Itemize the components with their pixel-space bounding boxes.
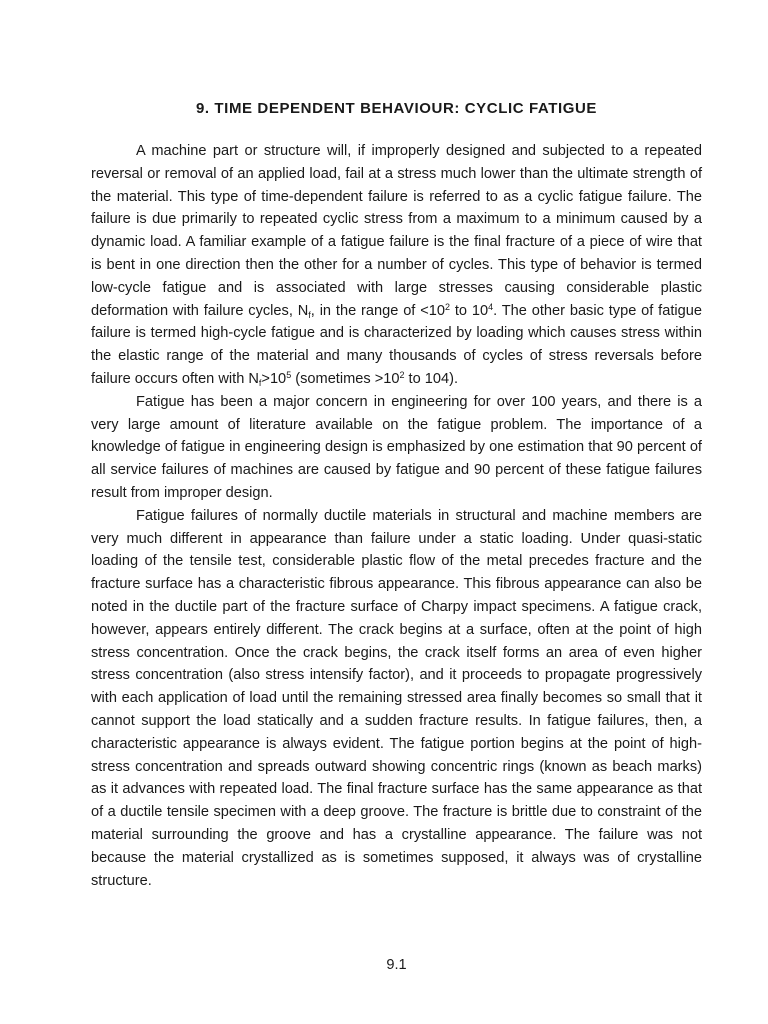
p1-text-e: >10	[261, 370, 287, 387]
p1-sub-f2: f	[258, 377, 262, 388]
document-body	[91, 140, 702, 892]
p1-sup-2: 2	[444, 301, 450, 312]
section-title: 9. TIME DEPENDENT BEHAVIOUR: CYCLIC FATIGUE	[195, 100, 598, 117]
p1-text-c: to 10	[449, 302, 489, 319]
p1-text-d: . The other basic type of fatigue failure is termed high-cycle fatigue and is characterized by loading which causes stress within the elastic range of the material and many thousands of cycles of stress reversals before failure occurs often with N	[91, 302, 702, 387]
p1-text-a: A machine part or structure will, if improperly designed and subjected to a repeated reversal or removal of an applied load, fail at a stress much lower than the ultimate strength of the material. This type of time-dependent failure is referred to as a cyclic fatigue failure. The failure is due primarily to repeated cyclic stress from a maximum to a minimum caused by a dynamic load. A familiar example of a fatigue failure is the final fracture of a piece of wire that is bent in one direction then the other for a number of cycles. This type of behavior is termed low-cycle fatigue and is associated with large stresses causing considerable plastic deformation with failure cycles, N	[91, 143, 702, 319]
p1-text-g: to 104).	[404, 370, 459, 387]
page-number: 9.1	[386, 957, 407, 973]
p1-text-b: , in the range of <10	[310, 302, 445, 319]
paragraph-intro	[91, 140, 702, 391]
p1-sup-5: 5	[286, 369, 292, 380]
paragraph-history: Fatigue has been a major concern in engineering for over 100 years, and there is a very large amount of literature available on the fatigue problem. The importance of a knowledge of fatigue in engineering design is emphasized by one estimation that 90 percent of all service failures of machines are caused by fatigue and 90 percent of these fatigue failures result from improper design.	[91, 393, 702, 501]
paragraph-fracture: Fatigue failures of normally ductile materials in structural and machine members are very much different in appearance than failure under a static loading. Under quasi-static loading of the tensile test, considerable plastic flow of the metal precedes fracture and the fracture surface has a characteristic fibrous appearance. This fibrous appearance can also be noted in the ductile part of the fracture surface of Charpy impact specimens. A fatigue crack, however, appears entirely different. The crack begins at a surface, often at the point of high stress concentration. Once the crack begins, the crack itself forms an area of even higher stress concentration (also stress intensify factor), and it proceeds to propagate progressively with each application of load until the remaining stressed area finally becomes so small that it cannot support the load statically and a sudden fracture results. In fatigue failures, then, a characteristic appearance is always evident. The fatigue portion begins at the point of high-stress concentration and spreads outward showing concentric rings (known as beach marks) as it advances with repeated load. The final fracture surface has the same appearance as that of a ductile tensile specimen with a deep groove. The fracture is brittle due to constraint of the material surrounding the groove and has a crystalline appearance. The failure was not because the material crystallized as is sometimes supposed, it always was of crystalline structure.	[91, 507, 702, 889]
p1-sup-2b: 2	[399, 369, 405, 380]
p1-text-f: (sometimes >10	[291, 370, 400, 387]
p1-sub-f: f	[308, 309, 311, 320]
p1-sup-4: 4	[488, 301, 494, 312]
